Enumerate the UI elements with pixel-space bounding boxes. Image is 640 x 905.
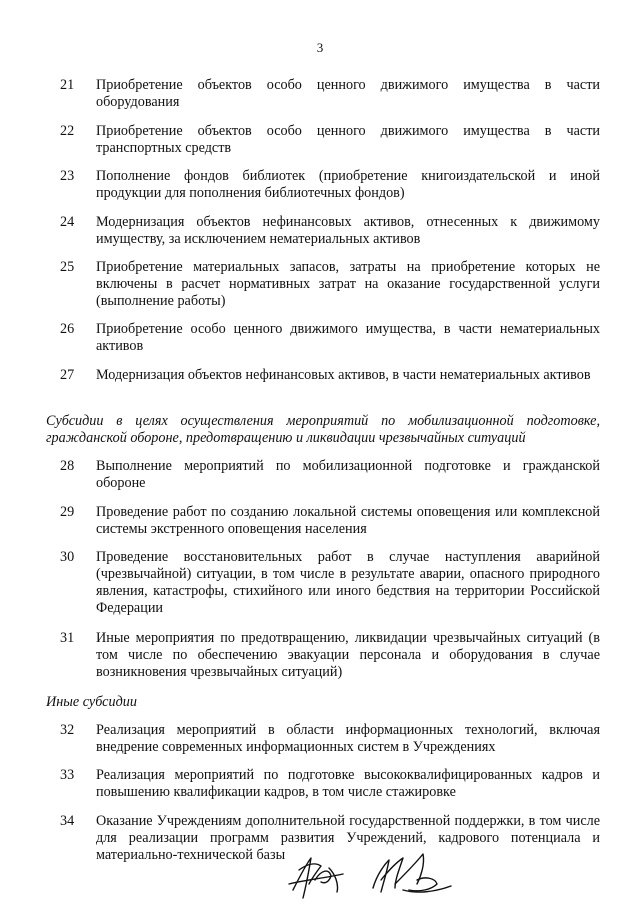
- list-item-29: [60, 504, 600, 538]
- signature-icon: [285, 840, 455, 902]
- item-number: 24: [60, 214, 75, 230]
- item-text: Реализация мероприятий по подготовке высококвалифицированных кадров и повышению квалификации кадров, в том числе стажировке: [96, 767, 600, 800]
- item-number: 21: [60, 77, 75, 93]
- list-item-24: [60, 214, 600, 248]
- page-number: 3: [316, 40, 324, 55]
- list-item-26: [60, 321, 600, 355]
- list-item-27: [60, 367, 600, 384]
- item-text: Проведение работ по созданию локальной системы оповещения или комплексной системы экстренного оповещения населения: [96, 504, 600, 537]
- item-number: 32: [60, 722, 75, 738]
- item-number: 27: [60, 367, 75, 383]
- item-text: Пополнение фондов библиотек (приобретение книгоиздательской и иной продукции для пополнения библиотечных фондов): [96, 168, 600, 201]
- list-item-28: [60, 458, 600, 492]
- list-item-21: [60, 77, 600, 111]
- section-heading-emergency: Субсидии в целях осуществления мероприятий по мобилизационной подготовке, гражданской обороне, предотвращению и ликвидации чрезвычайных ситуаций: [46, 413, 600, 446]
- section-heading-other-subsidies: Иные субсидии: [46, 694, 137, 710]
- item-number: 33: [60, 767, 75, 783]
- item-text: Приобретение объектов особо ценного движимого имущества в части транспортных средств: [96, 123, 600, 156]
- item-text: Реализация мероприятий в области информационных технологий, включая внедрение современных информационных систем в Учреждениях: [96, 722, 600, 755]
- item-number: 25: [60, 259, 75, 275]
- item-text: Иные мероприятия по предотвращению, ликвидации чрезвычайных ситуаций (в том числе по обеспечению эвакуации персонала и оборудования в случае возникновения чрезвычайных ситуаций): [96, 630, 600, 680]
- list-item-32: [60, 722, 600, 756]
- item-text: Модернизация объектов нефинансовых активов, отнесенных к движимому имуществу, за исключением нематериальных активов: [96, 214, 600, 247]
- item-text: Приобретение особо ценного движимого имущества, в части нематериальных активов: [96, 321, 600, 354]
- item-number: 30: [60, 549, 75, 565]
- list-item-33: [60, 767, 600, 801]
- item-number: 29: [60, 504, 75, 520]
- item-number: 26: [60, 321, 75, 337]
- item-text: Приобретение материальных запасов, затраты на приобретение которых не включены в расчет нормативных затрат на оказание государственной услуги (выполнение работы): [96, 259, 600, 309]
- list-item-30: [60, 549, 600, 617]
- list-item-23: [60, 168, 600, 202]
- item-number: 28: [60, 458, 75, 474]
- item-number: 31: [60, 630, 75, 646]
- list-item-31: [60, 630, 600, 681]
- item-text: Модернизация объектов нефинансовых активов, в части нематериальных активов: [96, 367, 591, 383]
- list-item-22: [60, 123, 600, 157]
- item-number: 23: [60, 168, 75, 184]
- list-item-25: [60, 259, 600, 310]
- item-text: Выполнение мероприятий по мобилизационной подготовке и гражданской обороне: [96, 458, 600, 491]
- item-number: 34: [60, 813, 75, 829]
- item-text: Оказание Учреждениям дополнительной государственной поддержки, в том числе для реализации программ развития Учреждений, кадрового потенциала и материально-технической базы: [96, 813, 600, 863]
- item-text: Приобретение объектов особо ценного движимого имущества в части оборудования: [96, 77, 600, 110]
- item-text: Проведение восстановительных работ в случае наступления аварийной (чрезвычайной) ситуации, в том числе в результате аварии, опасного природного явления, катастрофы, стихийного или иного бедствия на территории Российской Федерации: [96, 549, 600, 616]
- item-number: 22: [60, 123, 75, 139]
